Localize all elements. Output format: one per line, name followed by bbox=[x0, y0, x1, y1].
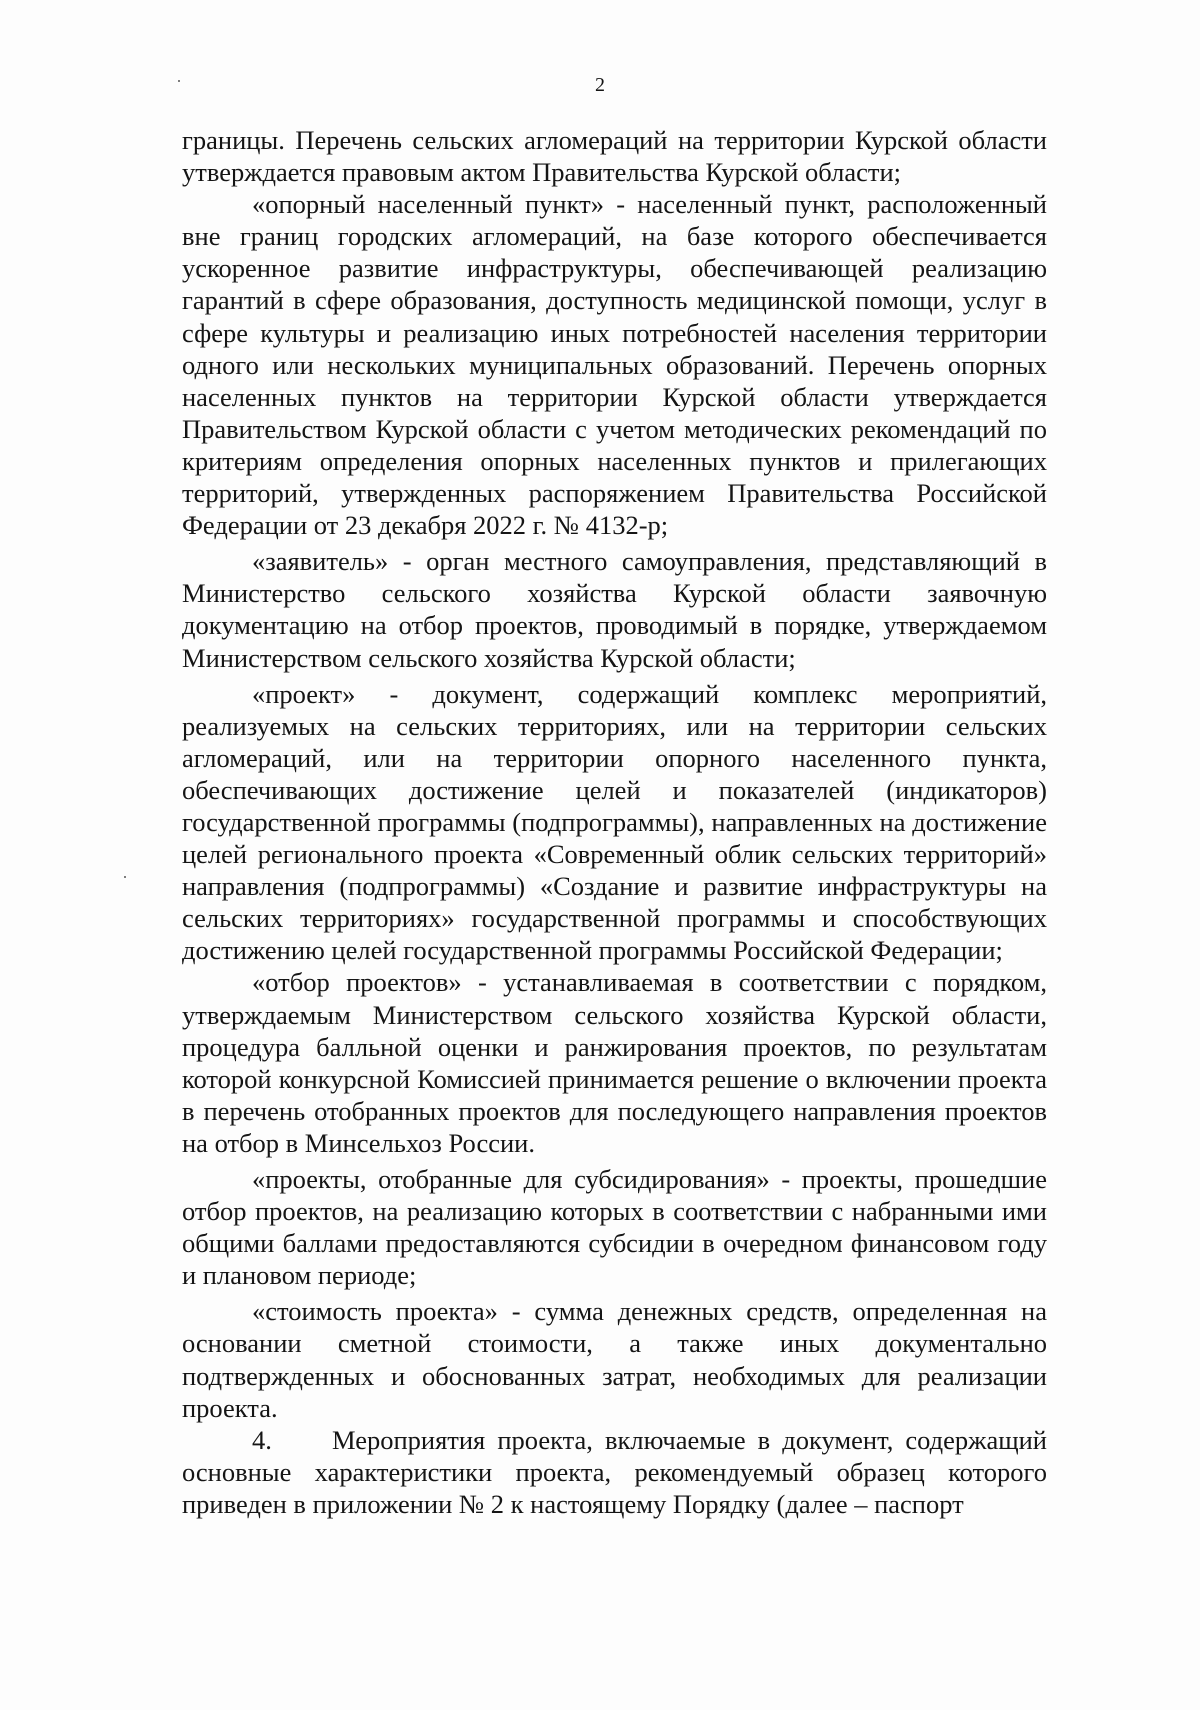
item-4-text: Мероприятия проекта, включаемые в документ, содержащий основные характеристики проекта, рекомендуемый образец которого приведен в приложении № 2 к настоящему Порядку (далее – паспорт bbox=[182, 1424, 1047, 1519]
paragraph-definition-project-cost: «стоимость проекта» - сумма денежных средств, определенная на основании сметной стоимости, а также иных документально подтвержденных и обоснованных затрат, необходимых для реализации проекта. bbox=[182, 1296, 1047, 1423]
paragraph-item-4 bbox=[182, 1424, 1047, 1520]
paragraph-definition-applicant: «заявитель» - орган местного самоуправления, представляющий в Министерство сельского хозяйства Курской области заявочную документацию на отбор проектов, проводимый в порядке, утверждаемом Министерством сельского хозяйства Курской области; bbox=[182, 546, 1047, 673]
item-4-number: 4. bbox=[252, 1424, 272, 1455]
paragraph-definition-project-selection: «отбор проектов» - устанавливаемая в соответствии с порядком, утверждаемым Министерством сельского хозяйства Курской области, процедура балльной оценки и ранжирования проектов, по результатам которой конкурсной Комиссией принимается решение о включении проекта в перечень отобранных проектов для последующего направления проектов на отбор в Минсельхоз России. bbox=[182, 967, 1047, 1158]
document-body bbox=[182, 124, 1047, 1520]
paragraph-definition-support-settlement: «опорный населенный пункт» - населенный пункт, расположенный вне границ городских агломераций, на базе которого обеспечивается ускоренное развитие инфраструктуры, обеспечивающей реализацию гарантий в сфере образования, доступность медицинской помощи, услуг в сфере культуры и реализацию иных потребностей населения территории одного или нескольких муниципальных образований. Перечень опорных населенных пунктов на территории Курской области утверждается Правительством Курской области с учетом методических рекомендаций по критериям определения опорных населенных пунктов и прилегающих территорий, утвержденных распоряжением Правительства Российской Федерации от 23 декабря 2022 г. № 4132-р; bbox=[182, 189, 1047, 541]
page-number: 2 bbox=[595, 74, 605, 96]
paragraph-definition-selected-projects: «проекты, отобранные для субсидирования» - проекты, прошедшие отбор проектов, на реализацию которых в соответствии с набранными ими общими баллами предоставляются субсидии в очередном финансовом году и плановом периоде; bbox=[182, 1164, 1047, 1291]
paragraph-definition-project: «проект» - документ, содержащий комплекс мероприятий, реализуемых на сельских территориях, или на территории сельских агломераций, или на территории опорного населенного пункта, обеспечивающих достижение целей и показателей (индикаторов) государственной программы (подпрограммы), направленных на достижение целей регионального проекта «Современный облик сельских территорий» направления (подпрограммы) «Создание и развитие инфраструктуры на сельских территориях» государственной программы и способствующих достижению целей государственной программы Российской Федерации; bbox=[182, 678, 1047, 966]
paragraph-continuation: границы. Перечень сельских агломераций на территории Курской области утверждается правовым актом Правительства Курской области; bbox=[182, 125, 1047, 188]
scan-artifact-dot bbox=[124, 876, 126, 878]
